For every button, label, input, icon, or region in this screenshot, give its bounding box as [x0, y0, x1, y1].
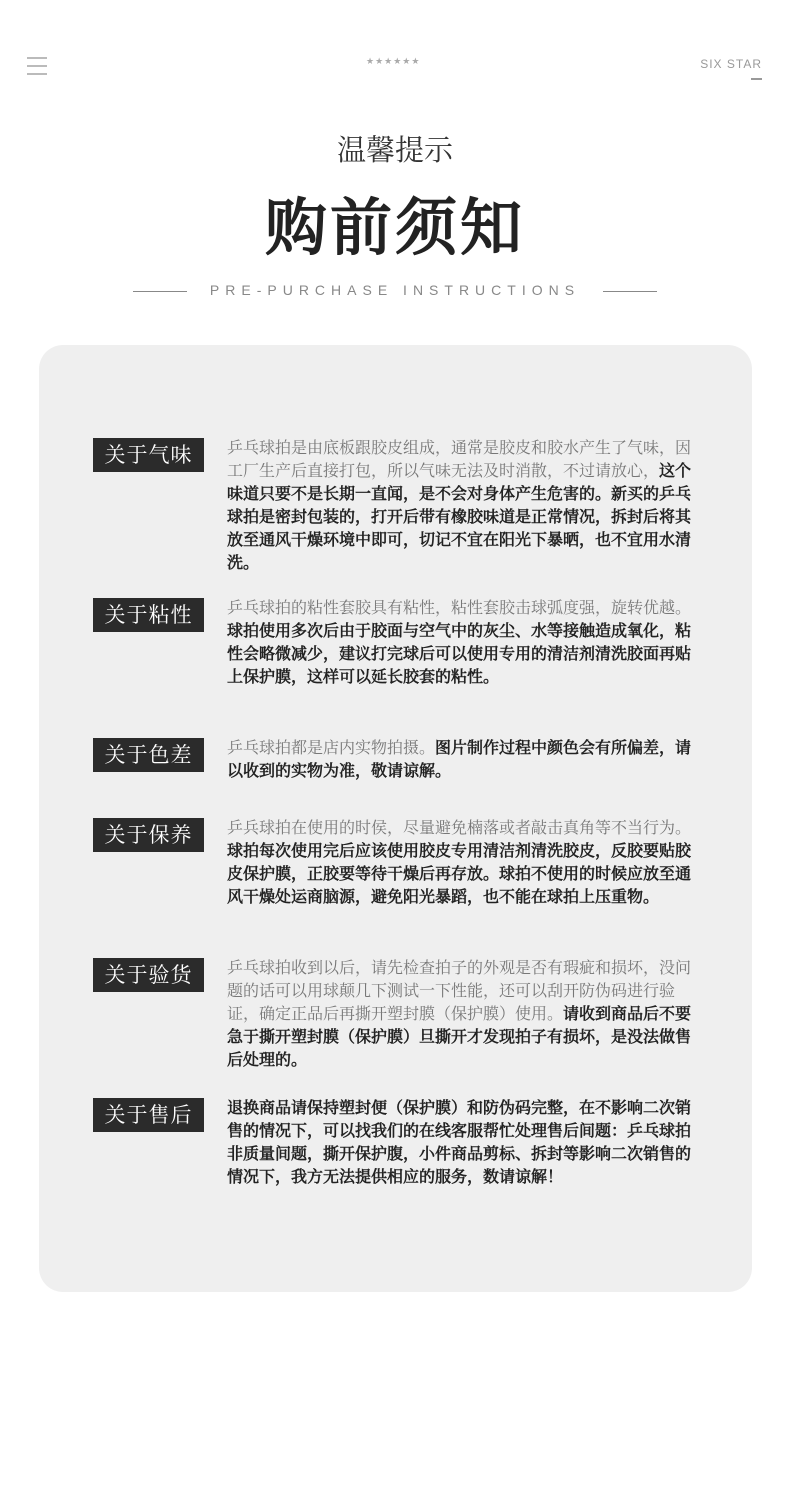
section-text: 乒乓球拍都是店内实物拍摄。图片制作过程中颜色会有所偏差，请以收到的实物为准，敬请谅解。	[227, 738, 692, 780]
section-text: 乒兵球拍在使用的时侯，尽量避免楠落或者敲击真角等不当行为。球拍每次使用完后应该使用胶皮专用清洁剂清洗胶皮，反胶要贴胶皮保护膜，正胶要等待干燥后再存放。球拍不使用的时候应放至通风干燥处运商脑源，避免阳光暴蹈，也不能在球拍上压重物。	[227, 818, 692, 906]
section-tag: 关于验货	[93, 958, 204, 992]
section-text: 退换商品请保持塑封便（保护膜）和防伪码完整，在不影响二次销售的情况下，可以找我们的在线客服帮忙处理售后间题：乒乓球拍非质量间题，撕开保护腹，小件商品剪标、拆封等影响二次销售的情况下，我方无法提供相应的服务，数请谅解！	[227, 1098, 692, 1186]
section-tag: 关于色差	[93, 738, 204, 772]
rating-stars: ★★★★★★	[366, 57, 421, 67]
english-subtitle: PRE-PURCHASE INSTRUCTIONS	[209, 282, 581, 298]
section-tag: 关于气味	[93, 438, 204, 472]
page-title: 购前须知	[264, 191, 525, 264]
section-text: 乒乓球拍收到以后，请先检查拍子的外观是否有瑕疵和损坏，没问题的话可以用球颠几下测试一下性能，还可以刮开防伪码进行验证，确定正品后再撕开塑封膜（保护膜）使用。请收到商品后不要急于撕开塑封膜（保护膜）旦撕开才发现拍子有损坏，是没法做售后处理的。	[227, 958, 692, 1069]
section-text: 乒乓球拍是由底板跟胶皮组成，通常是胶皮和胶水产生了气味，因工厂生产后直接打包，所以气味无法及时消散，不过请放心，这个味道只要不是长期一直闻，是不会对身体产生危害的。新买的乒乓球拍是密封包装的，打开后带有橡胶味道是正常情况，拆封后将其放至通风干燥环境中即可，切记不宜在阳光下暴晒，也不宜用水清洗。	[227, 438, 692, 572]
section-text: 乒乓球拍的粘性套胶具有粘性，粘性套胶击球弧度强，旋转优越。球拍使用多次后由于胶面与空气中的灰尘、水等接触造成氧化，粘性会略微减少，建议打完球后可以使用专用的清洁剂清洗胶面再贴上保护膜，这样可以延长胶套的粘性。	[227, 598, 692, 686]
section-tag: 关于粘性	[93, 598, 204, 632]
brand-name: SIX STAR	[700, 57, 762, 71]
section-tag: 关于售后	[93, 1098, 204, 1132]
menu-icon[interactable]	[27, 57, 47, 75]
divider-right	[603, 291, 657, 292]
page-subtitle: 温馨提示	[336, 133, 453, 167]
brand-underline	[751, 78, 762, 80]
section-tag: 关于保养	[93, 818, 204, 852]
